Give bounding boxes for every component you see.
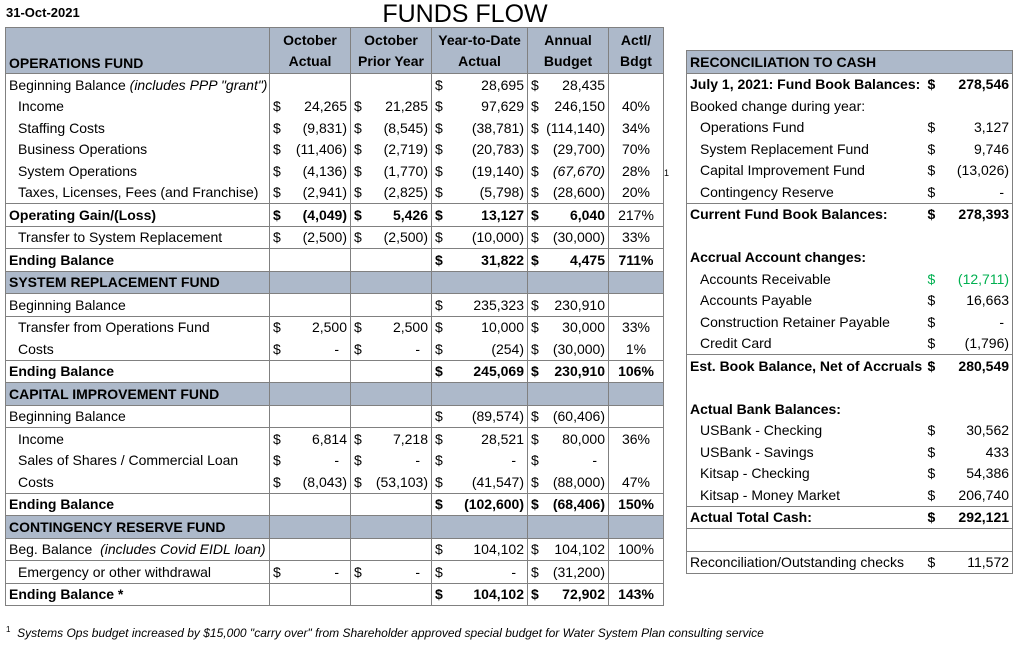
col-header-ytd: Year-to-Date Actual (432, 28, 528, 74)
row-note: (includes PPP "grant") (129, 76, 268, 93)
ops-row-taxes: Taxes, Licenses, Fees (and Franchise) $ (2,941) $ (2,825) $ (5,798) $ (28,600) 20% (6, 182, 664, 204)
est-book-row: Est. Book Balance, Net of Accruals $ 280,549 (687, 355, 1013, 377)
ops-row-business: Business Operations $ (11,406) $ (2,719) $ (20,783) $ (29,700) 70% (6, 139, 664, 161)
spacer-row (687, 377, 1013, 399)
ops-row-system: System Operations $ (4,136) $ (1,770) $ (19,140) $ (67,670) 28% (6, 160, 664, 182)
change-row-system-replacement: System Replacement Fund $ 9,746 (700, 140, 1010, 157)
change-row-capital-improvement: Capital Improvement Fund $ (13,026) (700, 162, 1010, 179)
bank-row-usbank-savings: USBank - Savings $ 433 (700, 443, 1010, 460)
bank-row-usbank-checking: USBank - Checking $ 30,562 (700, 422, 1010, 439)
sr-ending-row: Ending Balance $ 245,069 $ 230,910 106% (6, 360, 664, 383)
system-replacement-header-row (6, 271, 664, 294)
report-date: 31-Oct-2021 (6, 5, 80, 20)
change-row-contingency: Contingency Reserve $ - (700, 183, 1005, 200)
ops-row-staffing: Staffing Costs $ (9,831) $ (8,545) $ (38,781) $ (114,140) 34% (6, 117, 664, 139)
ci-row-sales: Sales of Shares / Commercial Loan $ - $ - $ - $ - (6, 450, 664, 472)
ci-row-costs: Costs $ (8,043) $ (53,103) $ (41,547) $ (88,000) 47% (6, 471, 664, 493)
operations-header-row (6, 28, 664, 74)
contingency-header-row (6, 516, 664, 539)
spacer-row (687, 529, 1013, 552)
sr-row-transfer: Transfer from Operations Fund $ 2,500 $ 2,500 $ 10,000 $ 30,000 33% (6, 316, 664, 338)
cr-withdrawal-row: Emergency or other withdrawal $ - $ - $ - $ (31,200) (6, 561, 664, 584)
total-cash-row: Actual Total Cash: $ 292,121 (687, 506, 1013, 529)
ops-transfer-row: Transfer to System Replacement $ (2,500) $ (2,500) $ (10,000) $ (30,000) 33% (6, 226, 664, 249)
col-header-pct: Actl/ Bdgt (609, 28, 664, 74)
bank-row-kitsap-checking: Kitsap - Checking $ 54,386 (700, 465, 1010, 482)
capital-improvement-header-row (6, 383, 664, 406)
ci-beginning-row: Beginning Balance $ (89,574) $ (60,406) (6, 405, 664, 428)
col-header-budget: Annual Budget (528, 28, 609, 74)
funds-flow-table (5, 27, 664, 606)
ci-ending-row: Ending Balance $ (102,600) $ (68,406) 150% (6, 493, 664, 516)
cr-ending-row: Ending Balance * $ 104,102 $ 72,902 143% (6, 583, 664, 606)
contingency-header: CONTINGENCY RESERVE FUND (6, 516, 270, 539)
cr-beginning-row: Beg. Balance (includes Covid EIDL loan) $ 104,102 $ 104,102 100% (6, 538, 664, 561)
accrual-row-retainer: Construction Retainer Payable $ - (700, 313, 1005, 330)
budget-cell: $ 28,435 (528, 74, 609, 96)
bank-header-row: Actual Bank Balances: (690, 400, 841, 417)
sr-beginning-row: Beginning Balance $ 235,323 $ 230,910 (6, 294, 664, 317)
spacer-row (687, 225, 1013, 247)
booked-change-row: Booked change during year: (690, 97, 866, 114)
col-header-oct-actual: October Actual (270, 28, 351, 74)
current-balance-row: Current Fund Book Balances: $ 278,393 (687, 203, 1013, 225)
system-replacement-header: SYSTEM REPLACEMENT FUND (6, 271, 270, 294)
accrual-row-payable: Accounts Payable $ 16,663 (700, 292, 1010, 309)
reconciliation-table (686, 50, 1013, 574)
capital-improvement-header: CAPITAL IMPROVEMENT FUND (6, 383, 270, 406)
row-label: Beginning Balance (includes PPP "grant") (6, 74, 270, 96)
accrual-header-row: Accrual Account changes: (690, 249, 867, 266)
change-row-operations: Operations Fund $ 3,127 (700, 119, 1010, 136)
bank-row-kitsap-money-market: Kitsap - Money Market $ 206,740 (700, 486, 1010, 503)
reconciliation-header-row (687, 51, 1013, 74)
accrual-row-receivable: Accounts Receivable $ (12,711) (700, 270, 1010, 287)
footnote: $^1$ Systems Ops budget increased by $15,000 "carry over" from Shareholder approved special budget for Water System Plan consulting service (6, 625, 764, 640)
col-header-oct-prior: October Prior Year (351, 28, 432, 74)
reconciliation-header: RECONCILIATION TO CASH (687, 51, 1013, 74)
ci-row-income: Income $ 6,814 $ 7,218 $ 28,521 $ 80,000 36% (6, 428, 664, 450)
ops-gain-row: Operating Gain/(Loss) $ (4,049) $ 5,426 $ 13,127 $ 6,040 217% (6, 204, 664, 227)
ytd-cell: $ 28,695 (432, 74, 528, 96)
sr-row-costs: Costs $ - $ - $ (254) $ (30,000) 1% (6, 338, 664, 360)
accrual-row-credit-card: Credit Card $ (1,796) (700, 335, 1010, 352)
outstanding-checks-row: Reconciliation/Outstanding checks $ 11,572 (687, 551, 1013, 574)
footnote-marker-system-ops: 1 (664, 168, 670, 178)
ops-ending-row: Ending Balance $ 31,822 $ 4,475 711% (6, 249, 664, 272)
operations-fund-header: OPERATIONS FUND (6, 28, 270, 74)
ops-beginning-row (6, 74, 664, 96)
fund-book-row: July 1, 2021: Fund Book Balances: $ 278,546 (690, 76, 1010, 93)
page-title: FUNDS FLOW (382, 0, 548, 28)
ops-row-income: Income $ 24,265 $ 21,285 $ 97,629 $ 246,150 40% (6, 96, 664, 118)
